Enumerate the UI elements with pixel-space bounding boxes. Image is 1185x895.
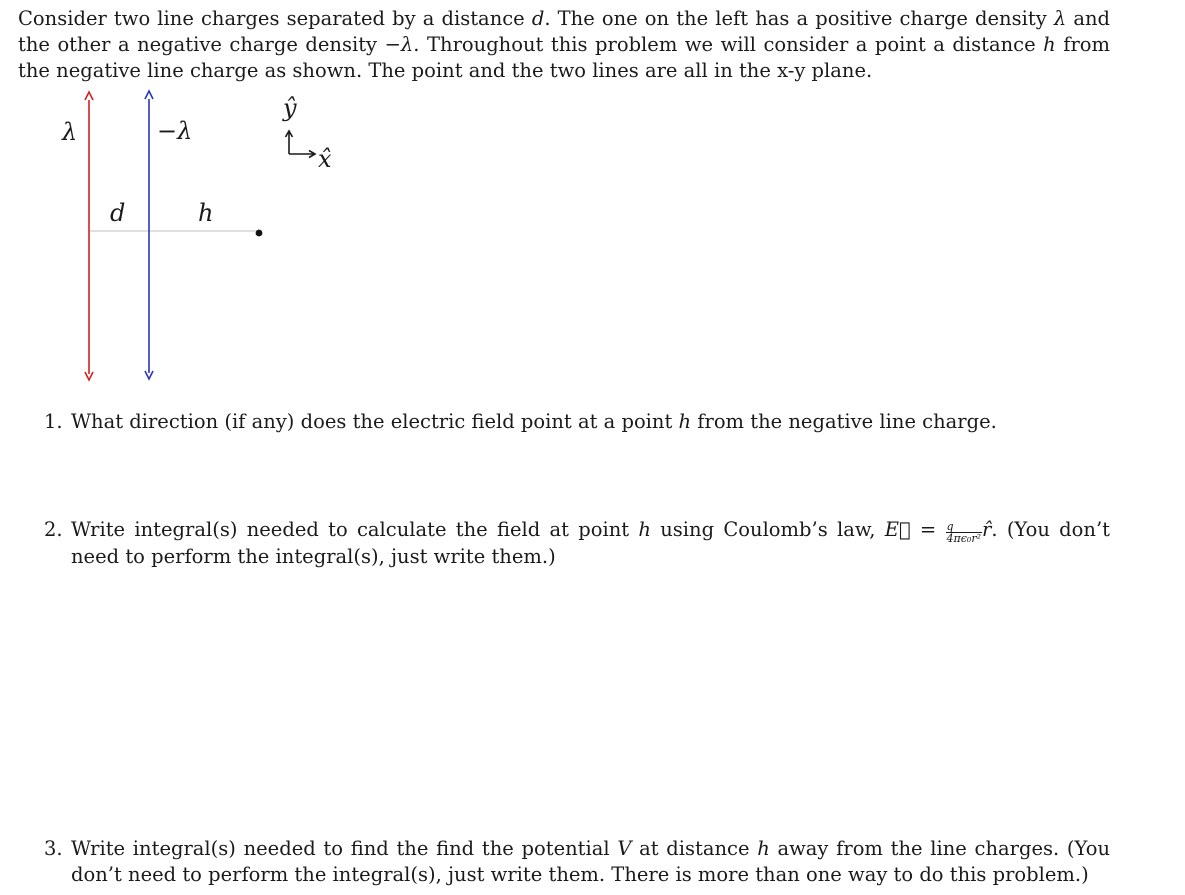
label-x-hat: x̂ xyxy=(318,145,332,173)
fraction-numerator: q xyxy=(946,521,982,533)
negative-line-charge xyxy=(145,91,153,379)
var-lambda: λ xyxy=(1053,7,1067,30)
label-y-hat: ŷ xyxy=(283,94,297,122)
label-d: d xyxy=(110,199,126,227)
line-charges-figure xyxy=(0,0,1185,400)
field-point xyxy=(256,230,263,237)
var-h: h xyxy=(757,837,770,860)
question-text: Write integral(s) needed to calculate the field at point h using Coulomb’s law, E⃗ = $\frac{q}{\text{4πϵ₀r²}}$ r̂. (You don’t need to perform the integral(s), just write them.) xyxy=(71,518,1110,568)
fraction-denominator: 4πϵ₀r² xyxy=(946,532,982,545)
var-h: h xyxy=(678,410,692,433)
axes-indicator xyxy=(282,94,332,173)
var-v: V xyxy=(617,837,632,860)
question-text: Write integral(s) needed to find the find the potential V at distance h away from the line charges. (You don’t need to perform the integral(s), just write them. There is more than one way to do this problem.) xyxy=(71,837,1111,886)
intro-text: from the negative line charge as shown. The point and the two lines are all in the x-y plane. xyxy=(18,33,1110,82)
intro-text: . The one on the left has a positive charge density xyxy=(544,7,1054,30)
coulomb-fraction xyxy=(946,521,982,544)
intro-text: and the other a negative charge density xyxy=(18,7,1110,56)
label-h: h xyxy=(198,199,214,227)
eq-e-vector: E⃗ xyxy=(884,518,911,541)
var-d: d xyxy=(531,7,545,30)
var-h: h xyxy=(1043,33,1056,56)
axes-arrow-icon xyxy=(286,131,316,158)
question-1 xyxy=(44,409,1110,435)
question-number: 2. xyxy=(44,518,63,541)
question-number: 3. xyxy=(44,837,63,860)
intro-text: . Throughout this problem we will consider a point a distance xyxy=(413,33,1044,56)
intro-text: Consider two line charges separated by a distance xyxy=(18,7,532,30)
positive-line-charge xyxy=(85,92,93,380)
var-neg-lambda: −λ xyxy=(384,33,414,56)
var-h: h xyxy=(638,518,651,541)
question-3 xyxy=(44,836,1110,888)
label-lambda: λ xyxy=(62,118,78,146)
question-2 xyxy=(44,517,1110,570)
label-neg-lambda: −λ xyxy=(157,117,193,145)
question-text: What direction (if any) does the electric field point at a point h from the negative line charge. xyxy=(71,410,997,433)
eq-r-hat: r̂ xyxy=(982,518,992,541)
question-number: 1. xyxy=(44,410,63,433)
